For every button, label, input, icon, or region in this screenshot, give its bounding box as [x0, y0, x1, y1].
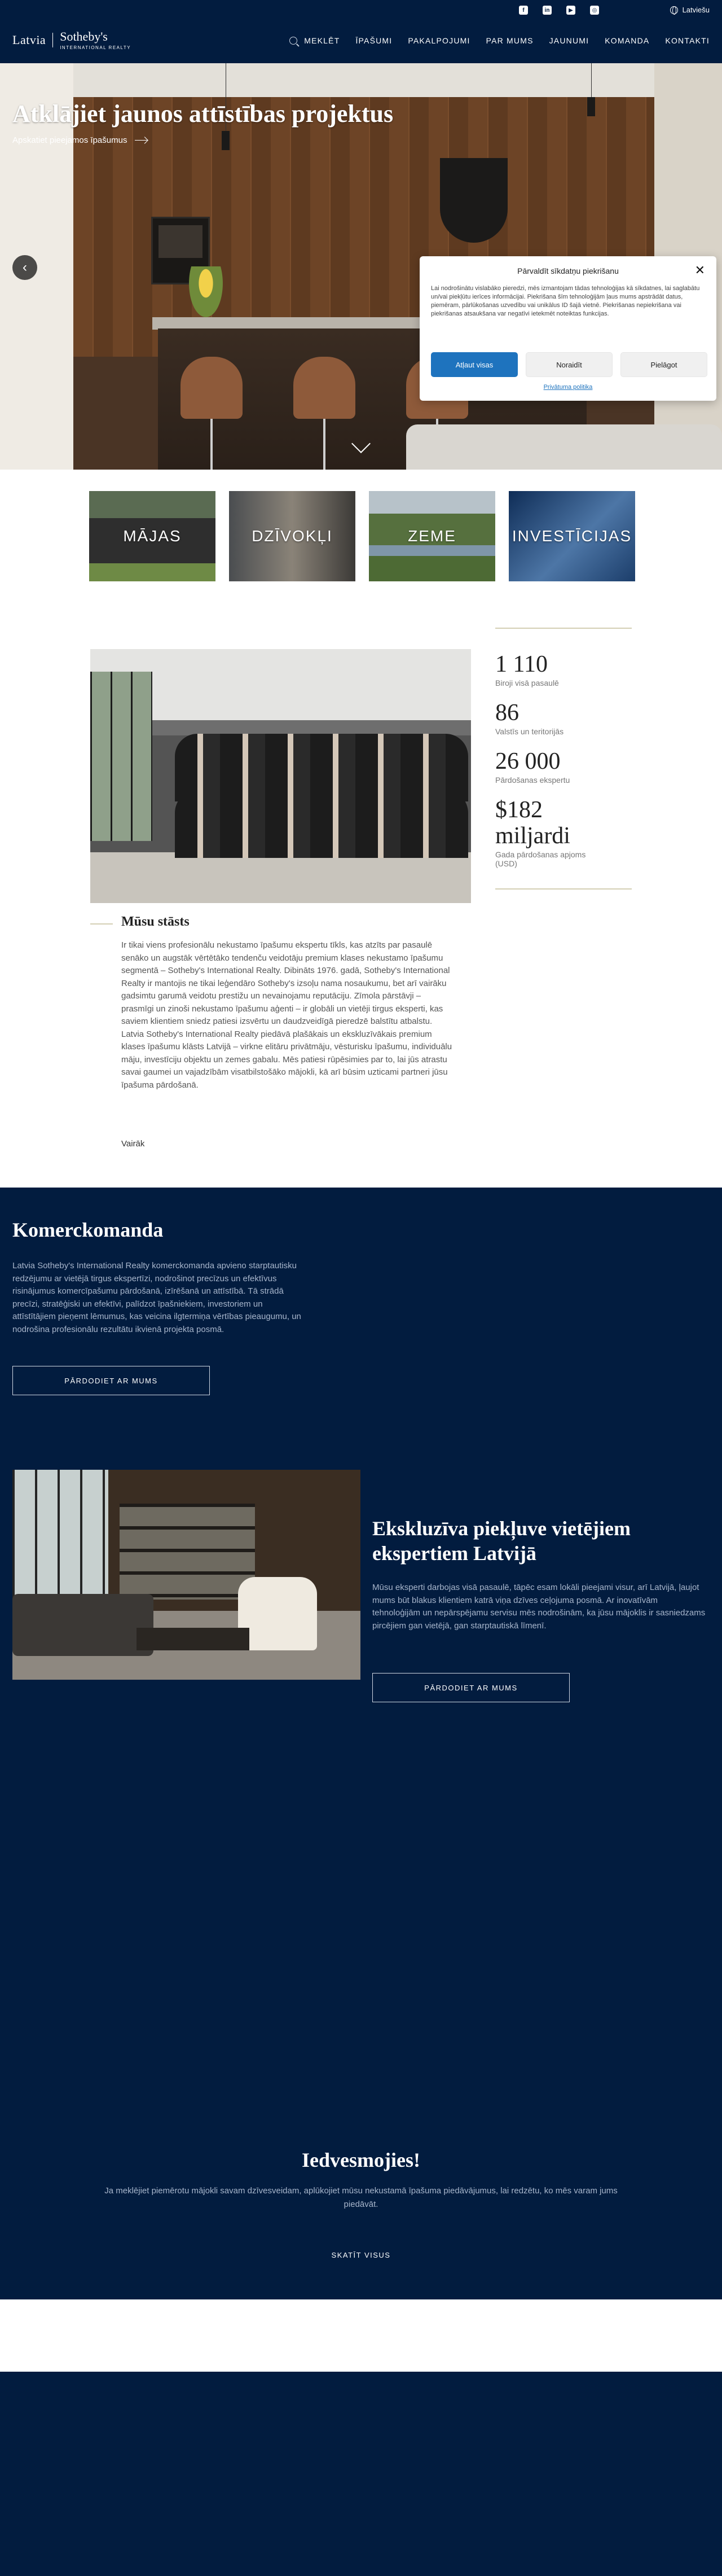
- stat-countries: [495, 700, 563, 736]
- stat-value: 26 000: [495, 748, 561, 774]
- commercial-sell-button[interactable]: PĀRDODIET AR MUMS: [12, 1366, 210, 1395]
- language-selector[interactable]: [670, 6, 710, 14]
- logo-name: Sotheby's: [60, 29, 108, 43]
- stat-label: Biroji visā pasaulē: [495, 678, 559, 687]
- view-all-button[interactable]: SKATĪT VISUS: [331, 2251, 391, 2259]
- cta-title: Iedvesmojies!: [302, 2149, 420, 2171]
- bar-stool: [180, 357, 243, 419]
- cookie-buttons: [431, 352, 707, 377]
- stat-label: Pārdošanas ekspertu: [495, 776, 570, 785]
- chevron-left-icon: ‹: [23, 260, 27, 275]
- nav-item-team[interactable]: KOMANDA: [605, 36, 650, 45]
- deny-button[interactable]: Noraidīt: [526, 352, 613, 377]
- photo-sofa: [12, 1594, 153, 1656]
- property-categories: [89, 491, 635, 581]
- youtube-icon[interactable]: ▶: [566, 6, 575, 15]
- lounge-photo: [12, 1470, 360, 1680]
- hero-title: Atklājiet jaunos attīstības projektus: [12, 100, 394, 128]
- category-label: ZEME: [408, 527, 456, 545]
- category-investments[interactable]: [509, 491, 635, 581]
- logo-subtitle: INTERNATIONAL REALTY: [60, 45, 131, 50]
- hero-ceiling: [0, 63, 722, 97]
- category-apartments[interactable]: [229, 491, 355, 581]
- accept-all-button[interactable]: Atļaut visas: [431, 352, 518, 377]
- cookie-title: Pārvaldīt sīkdatņu piekrišanu: [517, 266, 619, 275]
- language-label: Latviešu: [682, 6, 710, 14]
- lamp-wire: [591, 63, 592, 97]
- hero-cta-link[interactable]: [12, 135, 147, 145]
- category-label: INVESTĪCIJAS: [512, 527, 632, 545]
- pendant-lamp: [587, 97, 595, 116]
- nav-item-about[interactable]: PAR MUMS: [486, 36, 534, 45]
- story-text: Ir tikai viens profesionālu nekustamo īpašumu ekspertu tīkls, kas atzīts par pasaulē senāko un augstāk vērtētāko tendenču veidotāju premium klases nekustamo īpašumu segmentā – Sotheby's International Realty. Dibināts 1976. gadā, Sotheby's International Realty ir mantojis ne tikai leģendāro Sotheby's izsoļu nama nosaukumu, bet arī vairāku gadsimtu garumā veidotu prestižu un nevainojamu reputāciju. Zīmola pārstāvji – prasmīgi un zinoši nekustamo īpašumu aģenti – ir globāli un vietēji tirgus eksperti, kas saviem klientiem sniedz patiesi izsvērtu un daudzveidīgā pieredzē balstītu atbalstu. Latvia Sotheby's International Realty piedāvā plašākais un ekskluzīvākais premium klases īpašumu klāsts Latvijā – virkne elitāru privātmāju, vēsturisku īpašumu, individuālu māju, investīciju objektu un zemes gabalu. Mēs patiesi rūpēsimies par to, lai jūs atrastu savai gaumei un vajadzībām visatbilstošāko mājokli, kā arī būsim uzticami partneri jūsu īpašuma pārdošanā.: [121, 940, 452, 1090]
- team-photo: [90, 649, 471, 903]
- story-title: Mūsu stāsts: [121, 914, 190, 929]
- stat-label: Valstīs un teritorijās: [495, 727, 564, 736]
- photo-shelf: [120, 1504, 255, 1600]
- instagram-icon[interactable]: ◎: [590, 6, 599, 15]
- nav-search-label: MEKLĒT: [304, 36, 340, 45]
- stat-offices: [495, 651, 559, 687]
- cta-text: Ja meklējiet piemērotu mājokli savam dzīvesveidam, aplūkojiet mūsu nekustamā īpašuma piedāvājumus, lai redzētu, ko mēs varam jums piedāvāt.: [104, 2186, 618, 2209]
- photo-armchair: [238, 1577, 317, 1650]
- category-land[interactable]: [369, 491, 495, 581]
- hero-cta-label: Apskatiet pieejamos īpašumus: [12, 135, 127, 145]
- photo-team-front-row: [175, 790, 468, 858]
- logo-brand: [53, 29, 131, 50]
- stat-label: Gada pārdošanas apjoms (USD): [495, 850, 586, 868]
- stat-value: $182 miljardi: [495, 797, 570, 849]
- stat-agents: [495, 748, 570, 785]
- stool-leg: [323, 419, 325, 470]
- globe-icon: [670, 6, 678, 14]
- nav-item-news[interactable]: JAUNUMI: [549, 36, 589, 45]
- social-links: [519, 6, 599, 15]
- privacy-policy-link[interactable]: Privātuma politika: [543, 384, 593, 391]
- read-more-link[interactable]: Vairāk: [121, 1139, 145, 1149]
- photo-table: [137, 1628, 249, 1650]
- nav-item-contacts[interactable]: KONTAKTI: [665, 36, 710, 45]
- hero-range-hood: [440, 158, 508, 243]
- cookie-consent-dialog: [420, 256, 716, 401]
- stool-leg: [210, 419, 213, 470]
- exclusive-text: Mūsu eksperti darbojas visā pasaulē, tāpēc esam lokāli pieejami visur, arī Latvijā, ļaujot mums būt blakus klientiem katrā viņa dzīves ceļojuma posmā. Ar inovatīvām tehnoloģijām un nepārspējamu servisu mēs nodrošinām, ka jūsu mājoklis ir sasniedzams pircējiem gan vietējā, gan starptautiskā līmenī.: [372, 1583, 706, 1631]
- hero-sofa: [406, 424, 722, 470]
- footer-spacer: [0, 2299, 722, 2372]
- preferences-button[interactable]: Pielāgot: [620, 352, 707, 377]
- slider-prev-button[interactable]: [12, 255, 37, 280]
- close-icon[interactable]: ✕: [694, 263, 705, 277]
- site-logo[interactable]: [12, 29, 131, 50]
- nav-search[interactable]: [289, 36, 340, 45]
- cookie-description: Lai nodrošinātu vislabāko pieredzi, mēs izmantojam tādas tehnoloģijas kā sīkdatnes, lai saglabātu un/vai piekļūtu ierīces informācijai. Piekrišana šīm tehnoloģijām ļaus mums apstrādāt datus, piemēram, pārlūkošanas uzvedību vai unikālus ID šajā vietnē. Piekrišanas nepiekrišana vai piekrišanas atsaukšana var negatīvi ietekmēt noteiktas funkcijas.: [431, 285, 700, 317]
- category-label: MĀJAS: [123, 527, 182, 545]
- exclusive-title: Ekskluzīva piekļuve vietējiem ekspertiem Latvijā: [372, 1517, 631, 1565]
- photo-window: [90, 672, 152, 841]
- pendant-lamp: [222, 131, 230, 150]
- stats-divider-top: [495, 628, 632, 629]
- arrow-right-icon: [135, 140, 147, 141]
- stat-sales: [495, 797, 608, 868]
- search-icon: [289, 37, 297, 45]
- linkedin-icon[interactable]: in: [543, 6, 552, 15]
- hero-flowers: [186, 266, 226, 323]
- commercial-title: Komerckomanda: [12, 1219, 164, 1241]
- stat-value: 1 110: [495, 651, 548, 677]
- story-dash: [90, 923, 113, 925]
- category-houses[interactable]: [89, 491, 215, 581]
- commercial-text: Latvia Sotheby's International Realty komerckomanda apvieno starptautisku redzējumu ar vietējā tirgus ekspertīzi, nodrošinot precīzus un efektīvus risinājumus komercīpašumu pārdošanā, izīrēšanā un attīstībā. Tā strādā precīzi, stratēģiski un efektīvi, palīdzot īpašniekiem, investoriem un attīstītājiem pieņemt lēmumus, kas veicina ilgtermiņa vērtības pieaugumu, un nodrošina profesionālu rezultātu ikvienā projekta posmā.: [12, 1261, 301, 1334]
- main-navigation: [0, 20, 722, 63]
- stat-value: 86: [495, 700, 519, 726]
- stats-divider-bottom: [495, 888, 632, 890]
- nav-item-services[interactable]: PAKALPOJUMI: [408, 36, 470, 45]
- nav-menu: [289, 36, 710, 45]
- exclusive-sell-button[interactable]: PĀRDODIET AR MUMS: [372, 1673, 570, 1702]
- logo-region: Latvia: [12, 33, 53, 47]
- top-bar: [0, 0, 722, 20]
- nav-item-properties[interactable]: ĪPAŠUMI: [355, 36, 393, 45]
- category-label: DZĪVOKĻI: [252, 527, 333, 545]
- bar-stool: [293, 357, 355, 419]
- facebook-icon[interactable]: f: [519, 6, 528, 15]
